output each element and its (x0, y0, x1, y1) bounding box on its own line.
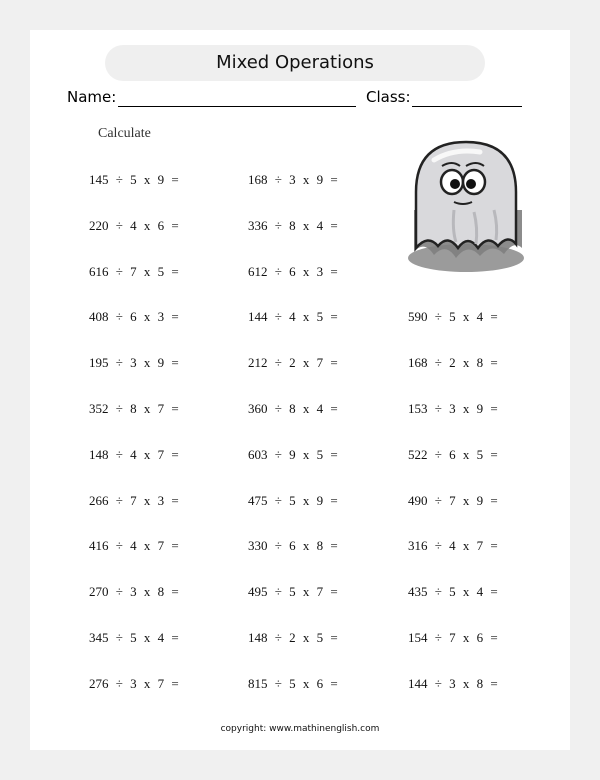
problem-item: 360 ÷ 8 x 4 = (248, 401, 338, 416)
ghost-icon (394, 130, 534, 280)
problem-item: 266 ÷ 7 x 3 = (89, 493, 179, 508)
problem-item: 195 ÷ 3 x 9 = (89, 355, 179, 370)
name-blank-line[interactable] (118, 88, 356, 107)
worksheet (30, 30, 570, 750)
problem-item: 168 ÷ 2 x 8 = (408, 355, 498, 370)
problem-item: 276 ÷ 3 x 7 = (89, 676, 179, 691)
problem-item: 153 ÷ 3 x 9 = (408, 401, 498, 416)
problem-item: 495 ÷ 5 x 7 = (248, 584, 338, 599)
problem-item: 408 ÷ 6 x 3 = (89, 309, 179, 324)
instruction-text: Calculate (98, 126, 151, 141)
problem-item: 612 ÷ 6 x 3 = (248, 264, 338, 279)
class-label: Class: (366, 88, 411, 106)
problem-item: 336 ÷ 8 x 4 = (248, 218, 338, 233)
problem-item: 490 ÷ 7 x 9 = (408, 493, 498, 508)
problem-item: 475 ÷ 5 x 9 = (248, 493, 338, 508)
problem-item: 144 ÷ 3 x 8 = (408, 676, 498, 691)
problem-item: 144 ÷ 4 x 5 = (248, 309, 338, 324)
problem-item: 416 ÷ 4 x 7 = (89, 538, 179, 553)
problem-item: 616 ÷ 7 x 5 = (89, 264, 179, 279)
problem-item: 522 ÷ 6 x 5 = (408, 447, 498, 462)
problem-item: 148 ÷ 2 x 5 = (248, 630, 338, 645)
problem-item: 603 ÷ 9 x 5 = (248, 447, 338, 462)
problem-item: 352 ÷ 8 x 7 = (89, 401, 179, 416)
problem-item: 154 ÷ 7 x 6 = (408, 630, 498, 645)
problem-item: 168 ÷ 3 x 9 = (248, 172, 338, 187)
problem-item: 330 ÷ 6 x 8 = (248, 538, 338, 553)
problem-item: 145 ÷ 5 x 9 = (89, 172, 179, 187)
problem-item: 345 ÷ 5 x 4 = (89, 630, 179, 645)
problem-item: 316 ÷ 4 x 7 = (408, 538, 498, 553)
name-label: Name: (67, 88, 117, 106)
problem-item: 815 ÷ 5 x 6 = (248, 676, 338, 691)
copyright-text: copyright: www.mathinenglish.com (220, 724, 380, 734)
problem-item: 212 ÷ 2 x 7 = (248, 355, 338, 370)
class-blank-line[interactable] (412, 88, 522, 107)
problem-item: 220 ÷ 4 x 6 = (89, 218, 179, 233)
problem-item: 148 ÷ 4 x 7 = (89, 447, 179, 462)
problem-item: 270 ÷ 3 x 8 = (89, 584, 179, 599)
problem-item: 590 ÷ 5 x 4 = (408, 309, 498, 324)
problem-item: 435 ÷ 5 x 4 = (408, 584, 498, 599)
worksheet-title: Mixed Operations (105, 45, 485, 81)
